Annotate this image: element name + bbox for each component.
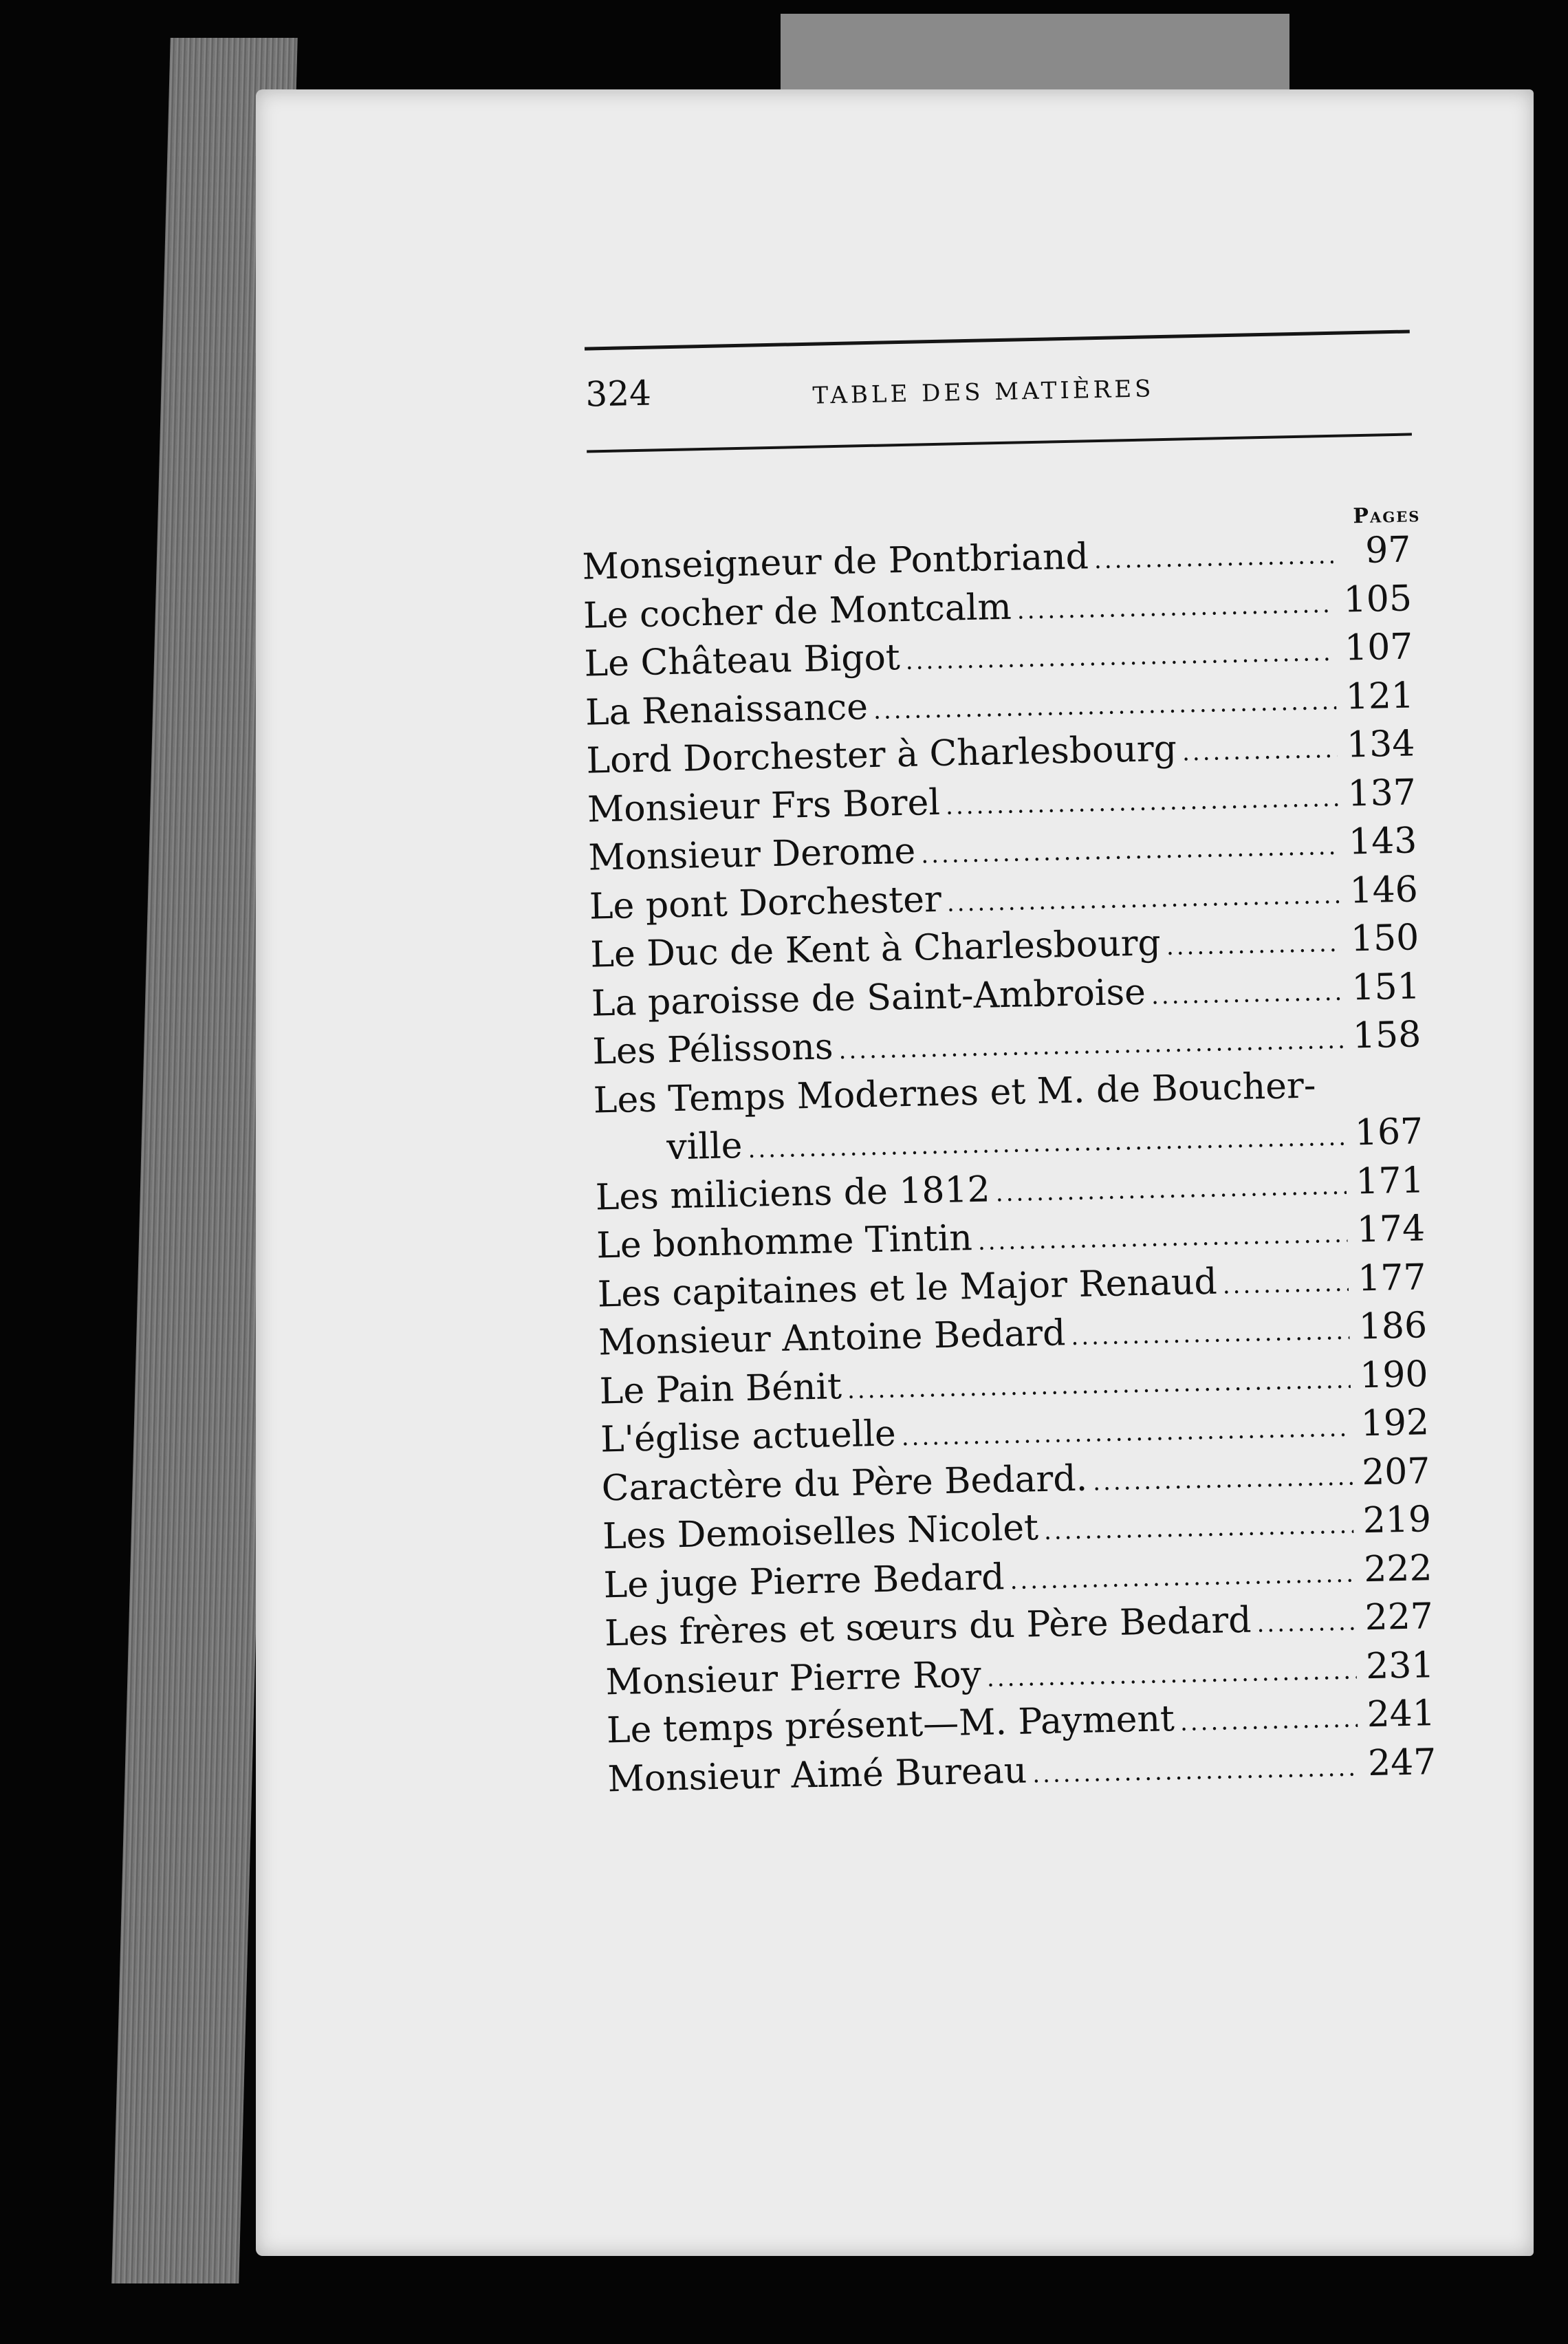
- dot-leader: [1256, 1598, 1356, 1649]
- dot-leader: [1032, 1744, 1360, 1799]
- toc-entry-title: Monsieur Frs Borel: [587, 781, 941, 831]
- toc-entry-page: 247: [1367, 1741, 1437, 1784]
- toc-entry-title: Les frères et sœurs du Père Bedard: [604, 1599, 1252, 1655]
- toc-entry-page: 219: [1362, 1499, 1432, 1542]
- toc-entry-title: Le cocher de Montcalm: [582, 586, 1012, 637]
- dot-leader: [905, 629, 1336, 686]
- dot-leader: [921, 823, 1340, 880]
- toc-entry-page: 146: [1349, 868, 1419, 911]
- toc-entry-page: 107: [1344, 626, 1414, 669]
- toc-entry-title: Monsieur Aimé Bureau: [607, 1750, 1027, 1800]
- toc-entry-title: Le Duc de Kent à Charlesbourg: [589, 922, 1162, 976]
- toc-entry-page: 186: [1358, 1305, 1428, 1348]
- toc-entry-title: Le temps présent—M. Payment: [606, 1698, 1175, 1752]
- toc-entry-page: 151: [1351, 965, 1421, 1008]
- toc-entry-page: 150: [1350, 917, 1419, 960]
- dot-leader: [1093, 532, 1333, 585]
- toc-entry-page: 134: [1346, 723, 1415, 766]
- dot-leader: [1010, 1550, 1355, 1605]
- dot-leader: [977, 1211, 1348, 1266]
- dot-leader: [901, 1404, 1352, 1462]
- dot-leader: [1016, 580, 1335, 635]
- dot-leader: [1166, 920, 1342, 971]
- toc-entry-page: 227: [1364, 1596, 1434, 1639]
- dot-leader: [1043, 1501, 1354, 1556]
- toc-entry-title: Les Temps Modernes et M. de Boucher-: [593, 1065, 1316, 1122]
- toc-entry-page: 222: [1363, 1547, 1433, 1590]
- toc-entry-page: 137: [1347, 771, 1417, 814]
- table-of-contents: [582, 525, 1437, 1803]
- page-number: 324: [585, 373, 652, 415]
- toc-entry-title: La paroisse de Saint-Ambroise: [591, 971, 1146, 1025]
- toc-entry-title: Le juge Pierre Bedard: [603, 1556, 1005, 1606]
- toc-entry-title: Le Château Bigot: [584, 637, 901, 685]
- dot-leader: [1071, 1307, 1350, 1361]
- dot-leader: [1092, 1453, 1353, 1506]
- toc-entry-title: L'église actuelle: [600, 1413, 897, 1461]
- toc-entry-page: 241: [1366, 1693, 1436, 1736]
- toc-entry-page: 231: [1365, 1644, 1435, 1687]
- toc-entry-title: Le pont Dorchester: [589, 878, 942, 928]
- toc-entry-page: 190: [1359, 1353, 1429, 1396]
- toc-entry-page: 97: [1364, 529, 1412, 572]
- toc-entry-page: 177: [1357, 1256, 1427, 1299]
- toc-entry-title: La Renaissance: [585, 686, 869, 734]
- toc-entry-page: 143: [1348, 820, 1417, 863]
- toc-entry-title: Monseigneur de Pontbriand: [582, 536, 1089, 588]
- dot-leader: [1182, 726, 1338, 777]
- toc-entry-page: 174: [1356, 1208, 1426, 1251]
- toc-entry-title: Les capitaines et le Major Renaud: [597, 1261, 1218, 1315]
- toc-entry-page: 167: [1354, 1111, 1424, 1154]
- dot-leader: [1151, 968, 1342, 1020]
- toc-entry-page: 207: [1361, 1450, 1431, 1493]
- dot-leader: [945, 774, 1338, 830]
- toc-entry-title: Le Pain Bénit: [599, 1365, 842, 1412]
- toc-entry-title-continued: ville: [666, 1125, 743, 1169]
- toc-entry-page: 192: [1360, 1402, 1430, 1445]
- dot-leader: [1222, 1259, 1349, 1310]
- toc-entry: [593, 1059, 1424, 1173]
- dot-leader: [986, 1647, 1357, 1702]
- pages-column-label: Pages: [1353, 503, 1421, 529]
- toc-entry-title: Monsieur Antoine Bedard: [598, 1312, 1066, 1364]
- toc-entry-page: 105: [1343, 577, 1413, 621]
- dot-leader: [995, 1162, 1347, 1217]
- toc-entry-title: Le bonhomme Tintin: [596, 1217, 973, 1267]
- toc-entry-page: 121: [1344, 674, 1415, 718]
- toc-entry-title: Caractère du Père Bedard.: [601, 1457, 1088, 1509]
- toc-entry-title: Lord Dorchester à Charlesbourg: [585, 728, 1177, 782]
- running-title: TABLE DES MATIÈRES: [812, 375, 1155, 410]
- toc-entry-page: 158: [1352, 1014, 1422, 1057]
- toc-entry-title: Les Pélissons: [591, 1026, 834, 1073]
- toc-entry-page: 171: [1355, 1159, 1425, 1202]
- toc-entry-title: Les Demoiselles Nicolet: [602, 1507, 1039, 1558]
- toc-entry-title: Les miliciens de 1812: [595, 1169, 991, 1219]
- toc-entry-title: Monsieur Derome: [587, 830, 916, 879]
- toc-entry-title: Monsieur Pierre Roy: [605, 1653, 982, 1703]
- dot-leader: [1179, 1695, 1358, 1746]
